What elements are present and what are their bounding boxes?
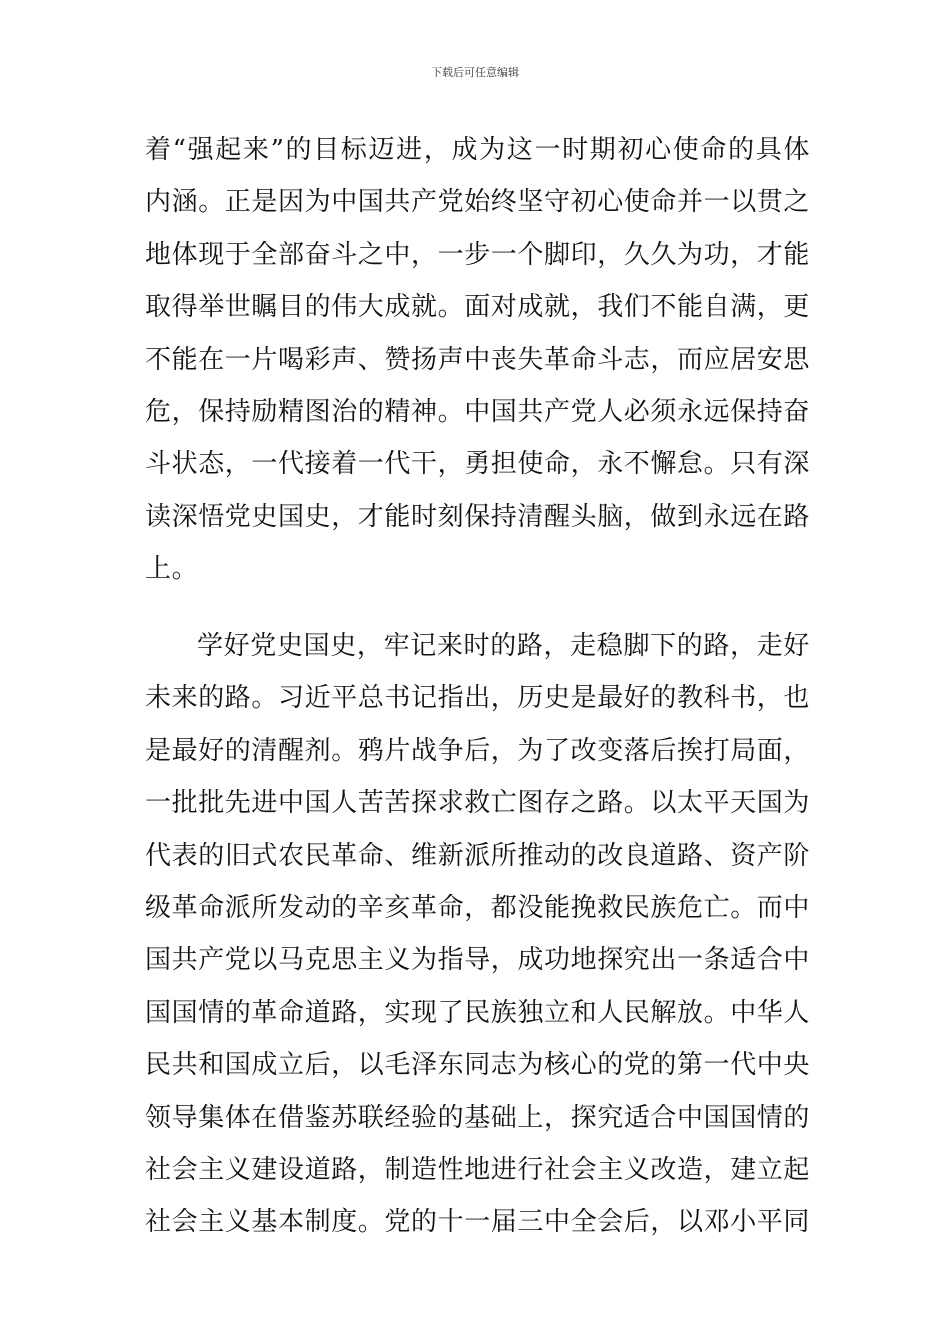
text-line: 斗状态，一代接着一代干，勇担使命，永不懈怠。只有深 [145, 449, 811, 480]
text-line: 着“强起来”的目标迈进，成为这一时期初心使命的具体 [145, 135, 810, 165]
text-line: 是最好的清醒剂。鸦片战争后，为了改变落后挨打局面， [145, 735, 811, 766]
text-line: 社会主义建设道路，制造性地进行社会主义改造，建立起 [145, 1154, 811, 1185]
text-line: 地体现于全部奋斗之中，一步一个脚印，久久为功，才能 [145, 239, 811, 270]
page-header: 下载后可任意编辑 [431, 66, 519, 79]
text-line: 一批批先进中国人苦苦探求救亡图存之路。以太平天国为 [145, 788, 811, 819]
text-line: 不能在一片喝彩声、赞扬声中丧失革命斗志，而应居安思 [145, 344, 811, 375]
text-line: 民共和国成立后，以毛泽东同志为核心的党的第一代中央 [145, 1050, 811, 1081]
text-line: 上。 [145, 554, 199, 585]
text-line: 学好党史国史，牢记来时的路，走稳脚下的路，走好 [197, 631, 810, 661]
text-line: 内涵。正是因为中国共产党始终坚守初心使命并一以贯之 [145, 187, 811, 218]
text-line: 社会主义基本制度。党的十一届三中全会后，以邓小平同 [145, 1207, 811, 1238]
text-line: 未来的路。习近平总书记指出，历史是最好的教科书，也 [145, 683, 811, 714]
paragraph-1 [145, 124, 810, 596]
text-line: 国共产党以马克思主义为指导，成功地探究出一条适合中 [145, 945, 811, 976]
text-line: 读深悟党史国史，才能时刻保持清醒头脑，做到永远在路 [145, 501, 811, 532]
text-line: 领导集体在借鉴苏联经验的基础上，探究适合中国国情的 [145, 1102, 811, 1133]
text-line: 级革命派所发动的辛亥革命，都没能挽救民族危亡。而中 [145, 892, 811, 923]
text-line: 取得举世瞩目的伟大成就。面对成就，我们不能自满，更 [145, 292, 811, 323]
text-line: 国国情的革命道路，实现了民族独立和人民解放。中华人 [145, 997, 811, 1028]
text-line: 危，保持励精图治的精神。中国共产党人必须永远保持奋 [145, 396, 811, 427]
text-line: 代表的旧式农民革命、维新派所推动的改良道路、资产阶 [145, 840, 811, 871]
paragraph-2 [145, 620, 810, 1249]
